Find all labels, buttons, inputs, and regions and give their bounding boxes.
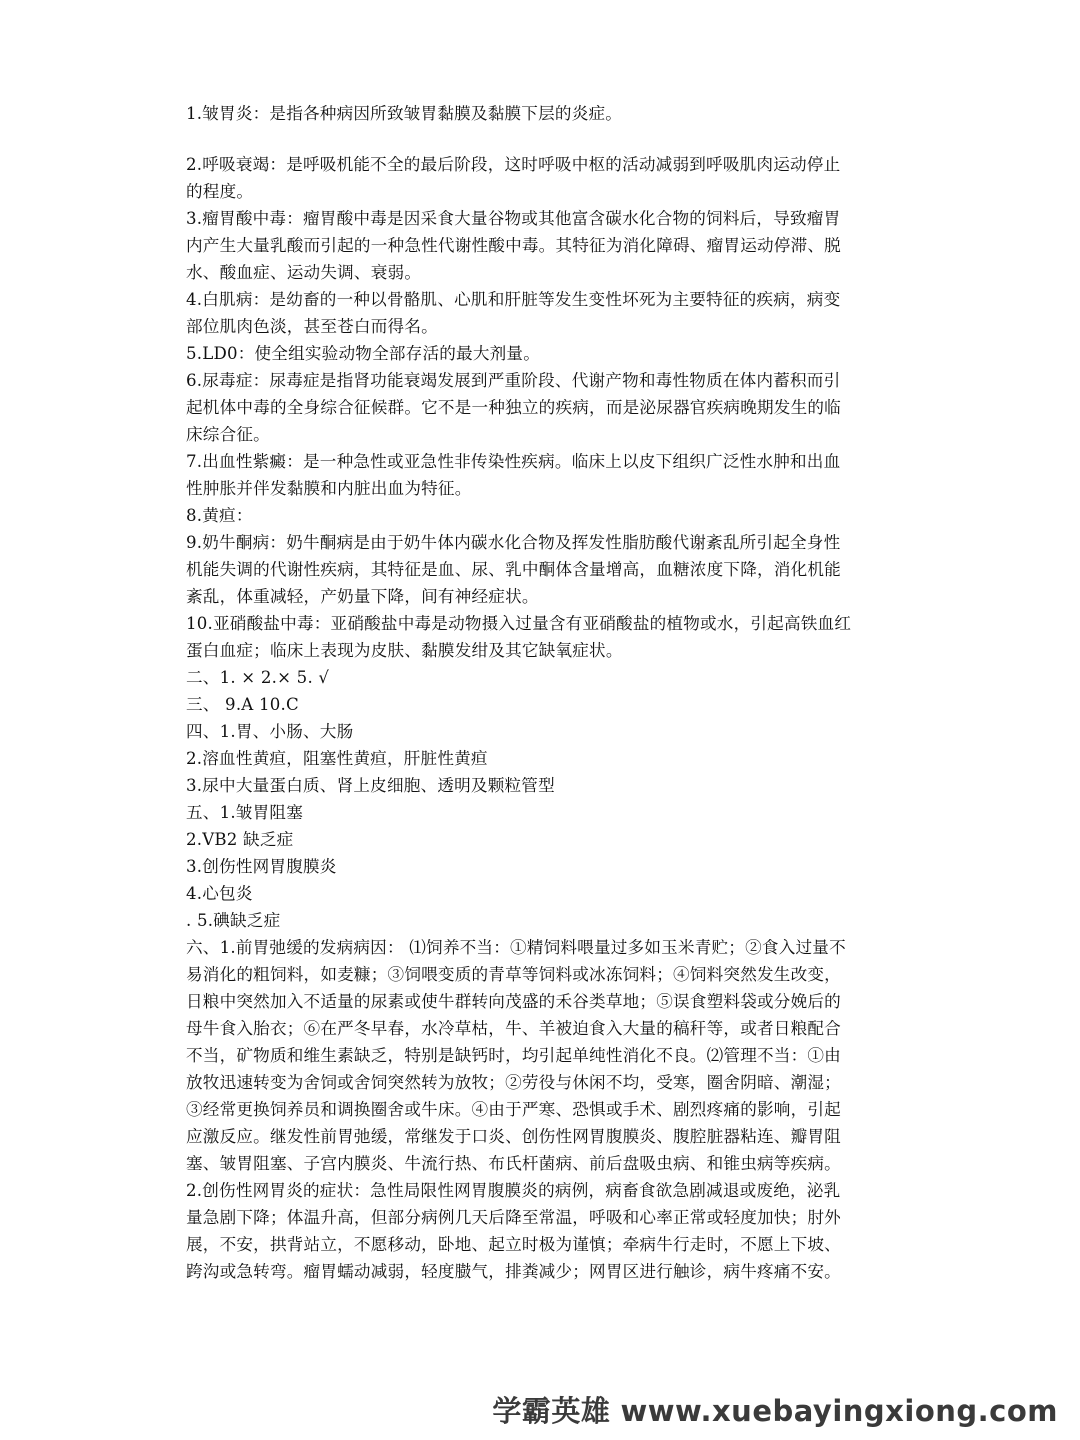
- paragraph-block-1: [186, 100, 898, 127]
- text-line: 4.心包炎: [186, 884, 253, 903]
- text-line: 日粮中突然加入不适量的尿素或使牛群转向茂盛的禾谷类草地；⑤误食塑料袋或分娩后的: [186, 992, 841, 1011]
- text-line: 的程度。: [186, 182, 254, 201]
- text-line: 9.奶牛酮病：奶牛酮病是由于奶牛体内碳水化合物及挥发性脂肪酸代谢紊乱所引起全身性: [186, 533, 841, 552]
- text-line: 1.皱胃炎：是指各种病因所致皱胃黏膜及黏膜下层的炎症。: [186, 104, 623, 123]
- text-line: 母牛食入胎衣；⑥在严冬早春，水冷草枯，牛、羊被迫食入大量的稿秆等，或者日粮配合: [186, 1019, 841, 1038]
- paragraph-block-2: [186, 151, 898, 1285]
- text-line: 3.瘤胃酸中毒：瘤胃酸中毒是因采食大量谷物或其他富含碳水化合物的饲料后，导致瘤胃: [186, 209, 841, 228]
- text-line: 六、1.前胃弛缓的发病病因： ⑴饲养不当：①精饲料喂量过多如玉米青贮；②食入过量不: [186, 938, 846, 957]
- text-line: 2.溶血性黄疸，阻塞性黄疸，肝脏性黄疸: [186, 749, 488, 768]
- text-line: 量急剧下降；体温升高，但部分病例几天后降至常温，呼吸和心率正常或轻度加快；肘外: [186, 1208, 841, 1227]
- text-line: 蛋白血症；临床上表现为皮肤、黏膜发绀及其它缺氧症状。: [186, 641, 623, 660]
- text-line: 二、1. × 2.× 5. √: [186, 668, 330, 687]
- text-line: 展，不安，拱背站立，不愿移动，卧地、起立时极为谨慎；牵病牛行走时，不愿上下坡、: [186, 1235, 841, 1254]
- text-line: 3.创伤性网胃腹膜炎: [186, 857, 337, 876]
- watermark-url: www.xuebayingxiong.com: [620, 1394, 1058, 1428]
- text-line: 6.尿毒症：尿毒症是指肾功能衰竭发展到严重阶段、代谢产物和毒性物质在体内蓄积而引: [186, 371, 841, 390]
- watermark: [492, 1389, 1058, 1430]
- document-body: [186, 100, 898, 1285]
- text-line: 床综合征。: [186, 425, 270, 444]
- text-line: 机能失调的代谢性疾病，其特征是血、尿、乳中酮体含量增高，血糖浓度下降，消化机能: [186, 560, 841, 579]
- watermark-chinese: 学霸英雄: [492, 1394, 611, 1428]
- text-line: 8.黄疸：: [186, 506, 253, 525]
- paragraph-gap: [186, 127, 898, 151]
- text-line: 2.呼吸衰竭：是呼吸机能不全的最后阶段，这时呼吸中枢的活动减弱到呼吸肌肉运动停止: [186, 155, 841, 174]
- text-line: 内产生大量乳酸而引起的一种急性代谢性酸中毒。其特征为消化障碍、瘤胃运动停滞、脱: [186, 236, 841, 255]
- text-line: 塞、皱胃阻塞、子宫内膜炎、牛流行热、布氏杆菌病、前后盘吸虫病、和锥虫病等疾病。: [186, 1154, 841, 1173]
- text-line: 三、 9.A 10.C: [186, 695, 299, 714]
- text-line: 3.尿中大量蛋白质、肾上皮细胞、透明及颗粒管型: [186, 776, 555, 795]
- text-line: 5.LD0：使全组实验动物全部存活的最大剂量。: [186, 344, 540, 363]
- text-line: 紊乱，体重减轻，产奶量下降，间有神经症状。: [186, 587, 539, 606]
- text-line: ③经常更换饲养员和调换圈舍或牛床。④由于严寒、恐惧或手术、剧烈疼痛的影响，引起: [186, 1100, 841, 1119]
- text-line: 水、酸血症、运动失调、衰弱。: [186, 263, 422, 282]
- text-line: 放牧迅速转变为舍饲或舍饲突然转为放牧；②劳役与休闲不均，受寒，圈舍阴暗、潮湿；: [186, 1073, 841, 1092]
- text-line: 五、1.皱胃阻塞: [186, 803, 303, 822]
- text-line: 不当，矿物质和维生素缺乏，特别是缺钙时，均引起单纯性消化不良。⑵管理不当：①由: [186, 1046, 841, 1065]
- text-line: 4.白肌病：是幼畜的一种以骨骼肌、心肌和肝脏等发生变性坏死为主要特征的疾病，病变: [186, 290, 841, 309]
- text-line: . 5.碘缺乏症: [186, 911, 281, 930]
- text-line: 部位肌肉色淡，甚至苍白而得名。: [186, 317, 438, 336]
- text-line: 7.出血性紫癜：是一种急性或亚急性非传染性疾病。临床上以皮下组织广泛性水肿和出血: [186, 452, 841, 471]
- text-line: 2.VB2 缺乏症: [186, 830, 294, 849]
- text-line: 四、1.胃、小肠、大肠: [186, 722, 354, 741]
- text-line: 跨沟或急转弯。瘤胃蠕动减弱，轻度臌气，排粪减少；网胃区进行触诊，病牛疼痛不安。: [186, 1262, 841, 1281]
- text-line: 10.亚硝酸盐中毒：亚硝酸盐中毒是动物摄入过量含有亚硝酸盐的植物或水，引起高铁血红: [186, 614, 852, 633]
- text-line: 性肿胀并伴发黏膜和内脏出血为特征。: [186, 479, 472, 498]
- text-line: 2.创伤性网胃炎的症状：急性局限性网胃腹膜炎的病例，病畜食欲急剧减退或废绝，泌乳: [186, 1181, 841, 1200]
- text-line: 应激反应。继发性前胃弛缓，常继发于口炎、创伤性网胃腹膜炎、腹腔脏器粘连、瓣胃阻: [186, 1127, 841, 1146]
- text-line: 易消化的粗饲料，如麦糠；③饲喂变质的青草等饲料或冰冻饲料；④饲料突然发生改变，: [186, 965, 841, 984]
- text-line: 起机体中毒的全身综合征候群。它不是一种独立的疾病，而是泌尿器官疾病晚期发生的临: [186, 398, 841, 417]
